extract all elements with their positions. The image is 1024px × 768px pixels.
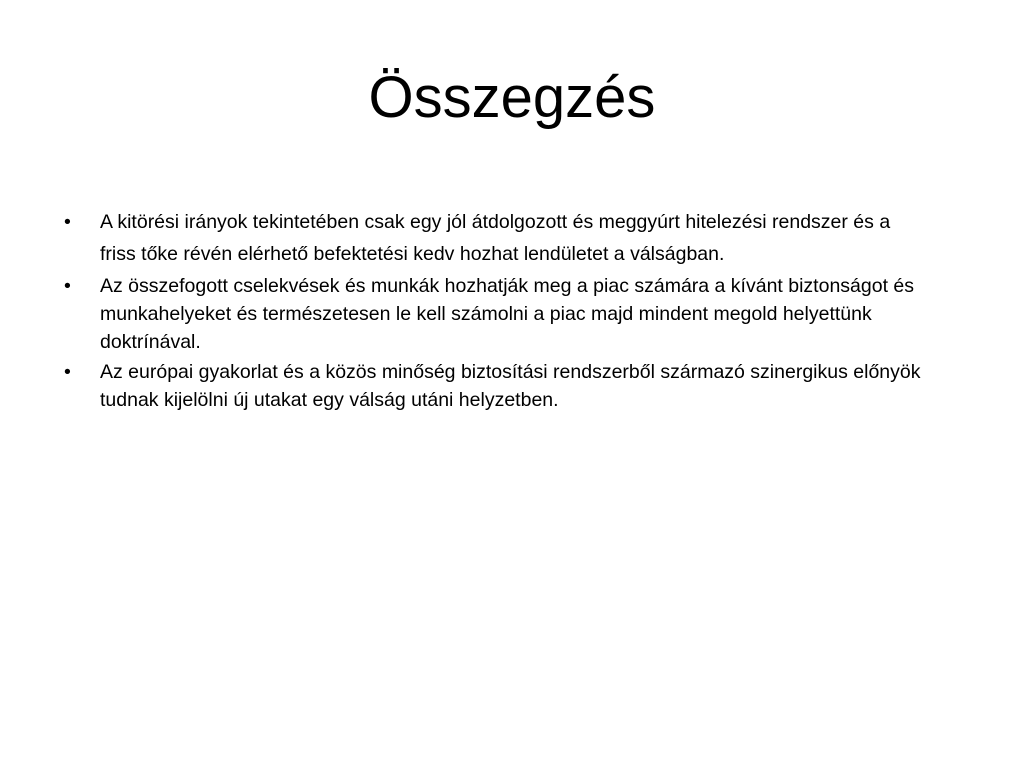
- bullet-text-1: A kitörési irányok tekintetében csak egy jól átdolgozott és meggyúrt hitelezési rendszer és a friss tőke révén elérhető befektetési kedv hozhat lendületet a válságban.: [100, 211, 891, 265]
- bullet-text-3: Az európai gyakorlat és a közös minőség biztosítási rendszerből származó szinergikus előnyök tudnak kijelölni új utakat egy válság utáni helyzetben.: [100, 361, 921, 411]
- bullet-item-2: [64, 272, 924, 356]
- bullet-list: [64, 206, 924, 416]
- bullet-item-1: [64, 206, 924, 270]
- slide-title: Összegzés: [368, 65, 656, 130]
- bullet-marker-1: •: [64, 211, 71, 233]
- bullet-text-2: Az összefogott cselekvések és munkák hozhatják meg a piac számára a kívánt biztonságot és munkahelyeket és természetesen le kell számolni a piac majd mindent megold helyettünk doktrínával.: [100, 275, 915, 353]
- bullet-item-3: [64, 358, 924, 414]
- bullet-marker-3: •: [64, 361, 71, 383]
- bullet-marker-2: •: [64, 275, 71, 297]
